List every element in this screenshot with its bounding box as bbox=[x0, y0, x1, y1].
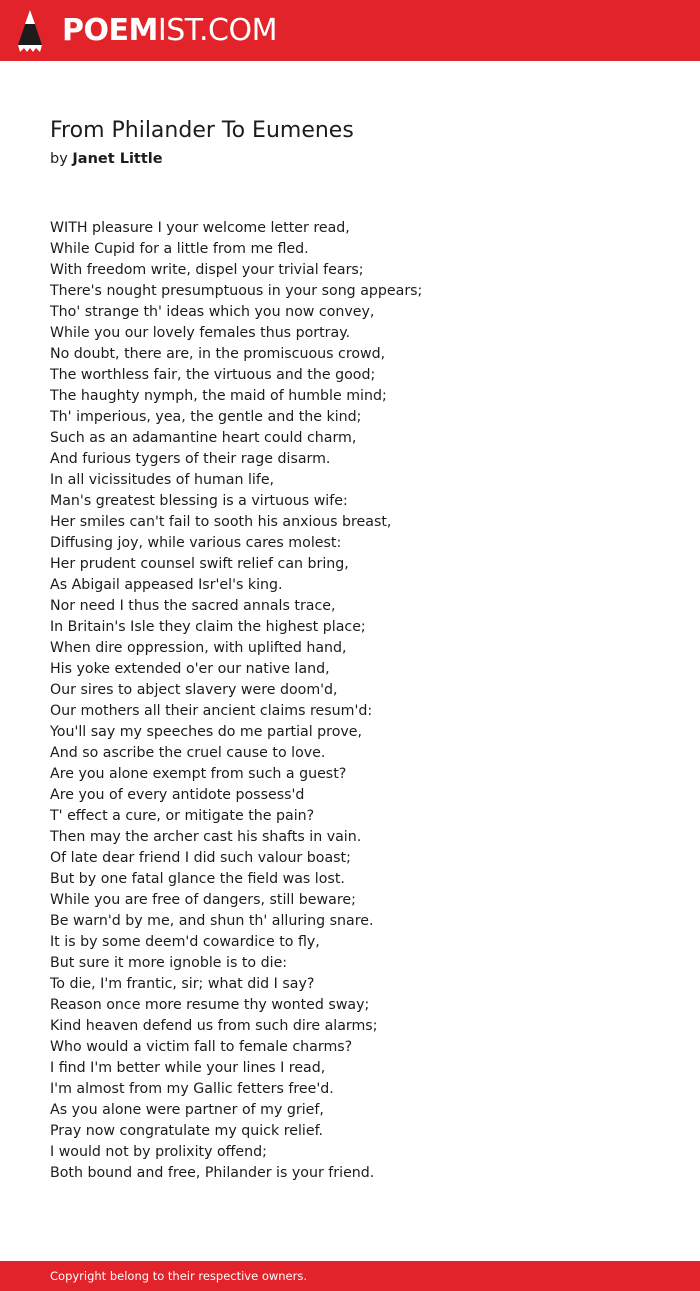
poem-line: Are you of every antidote possess'd bbox=[50, 787, 305, 803]
poem-line: Of late dear friend I did such valour boast; bbox=[50, 850, 351, 866]
poem-line: Are you alone exempt from such a guest? bbox=[50, 766, 347, 782]
site-logo[interactable] bbox=[62, 13, 277, 49]
poem-line: Her prudent counsel swift relief can bring, bbox=[50, 556, 349, 572]
poem-line: Then may the archer cast his shafts in vain. bbox=[50, 829, 362, 845]
poem-line: I find I'm better while your lines I read, bbox=[50, 1060, 326, 1076]
copyright-text: Copyright belong to their respective owners. bbox=[50, 1269, 308, 1283]
poem-line: His yoke extended o'er our native land, bbox=[50, 661, 330, 677]
poem-line: As you alone were partner of my grief, bbox=[50, 1102, 324, 1118]
poem-line: Such as an adamantine heart could charm, bbox=[50, 430, 357, 446]
poem-line: And furious tygers of their rage disarm. bbox=[50, 451, 331, 467]
poem-line: But by one fatal glance the field was lost. bbox=[50, 871, 345, 887]
poem-line: In Britain's Isle they claim the highest place; bbox=[50, 619, 366, 635]
poem-line: Our mothers all their ancient claims resum'd: bbox=[50, 703, 373, 719]
poem-line: T' effect a cure, or mitigate the pain? bbox=[50, 808, 315, 824]
poem-line: Kind heaven defend us from such dire alarms; bbox=[50, 1018, 378, 1034]
pencil-icon[interactable] bbox=[16, 9, 44, 53]
poem-line: Nor need I thus the sacred annals trace, bbox=[50, 598, 336, 614]
poem-line: In all vicissitudes of human life, bbox=[50, 472, 275, 488]
poem-body bbox=[50, 218, 422, 1184]
poem-line: While you our lovely females thus portray. bbox=[50, 325, 351, 341]
poem-line: It is by some deem'd cowardice to fly, bbox=[50, 934, 320, 950]
poem-line: Man's greatest blessing is a virtuous wife: bbox=[50, 493, 348, 509]
poem-line: But sure it more ignoble is to die: bbox=[50, 955, 288, 971]
poem-line: You'll say my speeches do me partial prove, bbox=[50, 724, 363, 740]
poem-line: As Abigail appeased Isr'el's king. bbox=[50, 577, 283, 593]
poem-line: Who would a victim fall to female charms? bbox=[50, 1039, 353, 1055]
author-name[interactable]: Janet Little bbox=[72, 151, 163, 167]
poem-line: I'm almost from my Gallic fetters free'd. bbox=[50, 1081, 334, 1097]
site-footer bbox=[0, 1261, 700, 1291]
poem-line: I would not by prolixity offend; bbox=[50, 1144, 267, 1160]
poem-line: And so ascribe the cruel cause to love. bbox=[50, 745, 326, 761]
poem-line: No doubt, there are, in the promiscuous crowd, bbox=[50, 346, 386, 362]
poem-line: While you are free of dangers, still beware; bbox=[50, 892, 356, 908]
brand-bold: POEM bbox=[62, 13, 158, 48]
poem-line: Pray now congratulate my quick relief. bbox=[50, 1123, 324, 1139]
by-label: by bbox=[50, 151, 68, 167]
poem-line: Diffusing joy, while various cares molest: bbox=[50, 535, 342, 551]
poem-line: Reason once more resume thy wonted sway; bbox=[50, 997, 370, 1013]
poem-line: Her smiles can't fail to sooth his anxious breast, bbox=[50, 514, 392, 530]
poem-line: WITH pleasure I your welcome letter read, bbox=[50, 220, 350, 236]
brand-light: IST.COM bbox=[157, 13, 277, 48]
byline bbox=[50, 148, 163, 170]
poem-line: Both bound and free, Philander is your friend. bbox=[50, 1165, 375, 1181]
poem-line: With freedom write, dispel your trivial fears; bbox=[50, 262, 364, 278]
poem-line: The haughty nymph, the maid of humble mind; bbox=[50, 388, 387, 404]
poem-line: Be warn'd by me, and shun th' alluring snare. bbox=[50, 913, 374, 929]
poem-line: Th' imperious, yea, the gentle and the kind; bbox=[50, 409, 362, 425]
poem-title: From Philander To Eumenes bbox=[50, 118, 354, 143]
poem-line: There's nought presumptuous in your song appears; bbox=[50, 283, 423, 299]
poem-line: When dire oppression, with uplifted hand, bbox=[50, 640, 347, 656]
poem-line: While Cupid for a little from me fled. bbox=[50, 241, 309, 257]
site-header bbox=[0, 0, 700, 61]
poem-line: Tho' strange th' ideas which you now convey, bbox=[50, 304, 375, 320]
poem-line: To die, I'm frantic, sir; what did I say? bbox=[50, 976, 315, 992]
poem-line: Our sires to abject slavery were doom'd, bbox=[50, 682, 338, 698]
poem-line: The worthless fair, the virtuous and the good; bbox=[50, 367, 376, 383]
